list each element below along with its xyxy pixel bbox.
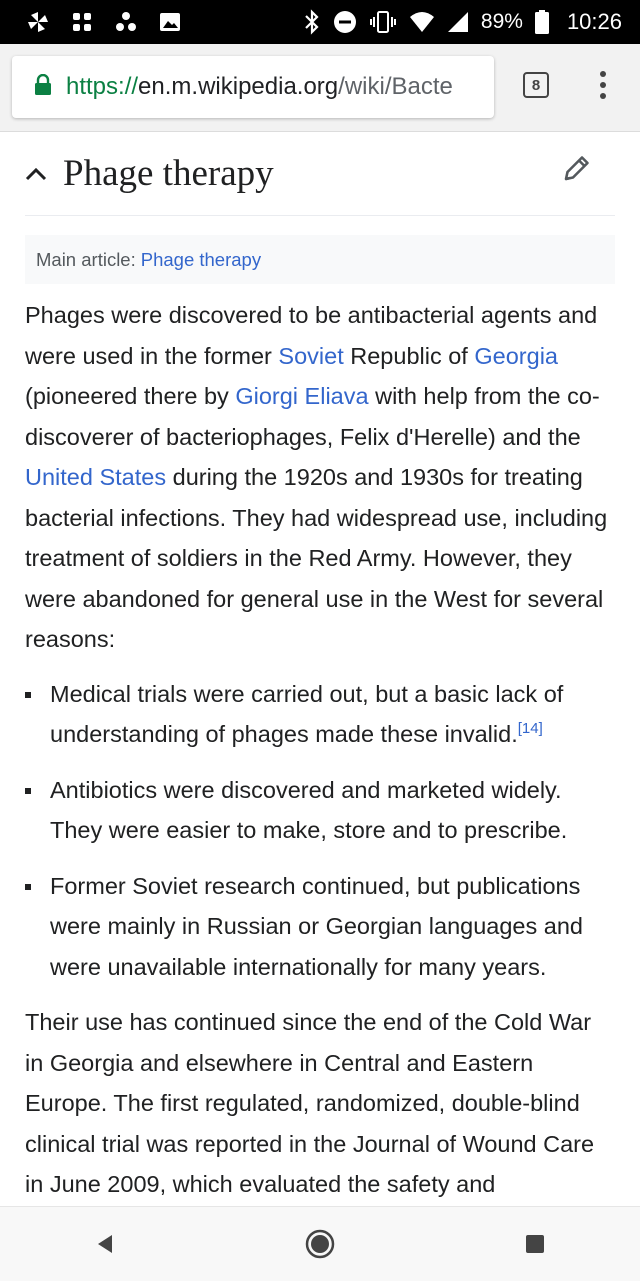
wifi-icon — [409, 11, 435, 33]
reference-link[interactable]: [14] — [517, 720, 543, 737]
url-scheme: https:// — [66, 73, 139, 100]
text-run: Phages were discovered to be antibacterial agents and were used in the former — [25, 302, 598, 369]
do-not-disturb-icon — [333, 10, 357, 34]
chevron-up-icon[interactable] — [25, 167, 51, 181]
overflow-menu-icon[interactable] — [596, 71, 610, 103]
list-item — [25, 866, 615, 988]
link-georgia[interactable]: Georgia — [474, 342, 558, 369]
tab-switcher-button[interactable]: 8 — [523, 72, 549, 98]
system-nav-bar — [0, 1206, 640, 1281]
hatnote-link[interactable]: Phage therapy — [140, 248, 262, 270]
hatnote — [25, 235, 615, 284]
link-united-states[interactable]: United States — [25, 464, 167, 490]
link-giorgi-eliava[interactable]: Giorgi Eliava — [235, 383, 369, 409]
browser-toolbar — [0, 44, 640, 132]
back-icon[interactable] — [94, 1232, 116, 1256]
article-content — [25, 132, 615, 1205]
home-icon[interactable] — [304, 1228, 336, 1260]
lock-icon — [34, 74, 52, 101]
text-run: with help from the co-discoverer of bacteriophages, Felix d'Herelle) and the — [25, 383, 600, 450]
hatnote-prefix: Main article: — [36, 248, 136, 270]
address-bar[interactable] — [12, 56, 494, 118]
pinwheel-icon — [26, 10, 50, 34]
text-run: (pioneered there by — [25, 383, 236, 409]
clock: 10:26 — [566, 9, 622, 34]
url-path: /wiki/Bacte — [338, 73, 453, 100]
list-item-text: Former Soviet research continued, but publications were mainly in Russian or Georgian languages and were unavailable internationally for many years. — [50, 872, 583, 980]
battery-icon — [535, 10, 549, 34]
text-run: during the 1920s and 1930s for treating bacterial infections. They had widespread use, including treatment of soldiers in the Red Army. However, they were abandoned for general use in the West for several reasons: — [25, 464, 608, 652]
vibrate-icon — [369, 10, 397, 34]
url-text — [66, 73, 453, 101]
recents-icon[interactable] — [524, 1233, 546, 1255]
list-item — [25, 674, 615, 755]
paragraph-intro — [25, 295, 615, 660]
text-run: Republic of — [343, 342, 475, 369]
signal-icon — [447, 11, 469, 33]
status-bar — [0, 0, 640, 44]
list-item — [25, 770, 615, 851]
link-soviet[interactable]: Soviet — [278, 342, 344, 369]
battery-percent: 89% — [480, 10, 523, 33]
list-item-text: Medical trials were carried out, but a basic lack of understanding of phages made these invalid. — [50, 680, 564, 747]
bluetooth-icon — [303, 9, 321, 35]
url-host: en.m.wikipedia.org — [138, 73, 339, 100]
list-item-text: Antibiotics were discovered and marketed widely. They were easier to make, store and to prescribe. — [50, 776, 568, 843]
reasons-list — [25, 674, 615, 988]
section-title: Phage therapy — [63, 153, 274, 194]
dots-icon — [114, 10, 138, 34]
paragraph-continued: Their use has continued since the end of the Cold War in Georgia and elsewhere in Central and Eastern Europe. The first regulated, randomized, double-blind clinical trial was reported in the Journal of Wound Care in June 2009, which evaluated the safety and — [25, 1009, 595, 1197]
image-icon — [158, 10, 182, 34]
section-header[interactable] — [25, 132, 615, 216]
grid-icon — [70, 10, 94, 34]
pencil-icon[interactable] — [561, 152, 593, 189]
